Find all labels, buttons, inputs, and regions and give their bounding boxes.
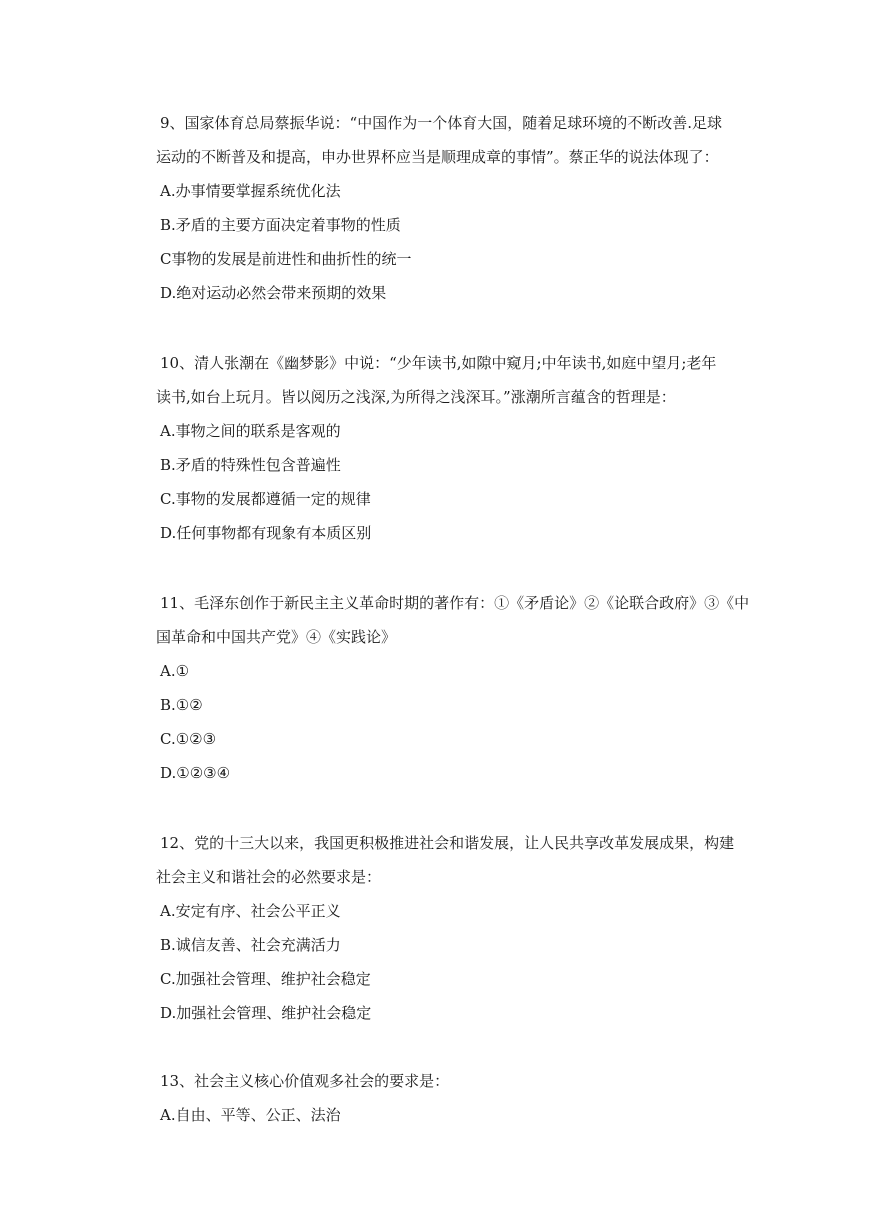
- question-stem: [156, 586, 750, 654]
- question-stem: [156, 826, 740, 894]
- stem-line-1: 13、社会主义核心价值观多社会的要求是：: [160, 1072, 450, 1090]
- stem-line-2: 运动的不断普及和提高，申办世界杯应当是顺理成章的事情”。蔡正华的说法体现了：: [156, 148, 719, 166]
- stem-line-2: 社会主义和谐社会的必然要求是：: [156, 868, 382, 886]
- question-stem: [160, 1064, 740, 1098]
- question-13: [160, 1064, 740, 1132]
- option-d: D.①②③④: [160, 764, 231, 782]
- option-c: C.①②③: [160, 730, 217, 748]
- option-c: C.加强社会管理、维护社会稳定: [160, 970, 371, 988]
- option-b: B.①②: [160, 696, 203, 714]
- option-b: B.矛盾的特殊性包含普遍性: [160, 456, 341, 474]
- option-c: C事物的发展是前进性和曲折性的统一: [160, 250, 412, 268]
- option-a: A.办事情要掌握系统优化法: [160, 182, 341, 200]
- stem-line-1: 11、毛泽东创作于新民主主义革命时期的著作有：①《矛盾论》②《论联合政府》③《中: [160, 594, 750, 612]
- stem-line-1: 10、清人张潮在《幽梦影》中说：“少年读书,如隙中窥月;中年读书,如庭中望月;老年: [160, 354, 717, 372]
- question-stem: [156, 346, 740, 414]
- question-stem: [156, 106, 740, 174]
- stem-line-1: 9、国家体育总局蔡振华说：“中国作为一个体育大国，随着足球环境的不断改善.足球: [160, 114, 722, 132]
- question-9: [156, 106, 740, 310]
- option-d: D.加强社会管理、维护社会稳定: [160, 1004, 372, 1022]
- option-a: A.自由、平等、公正、法治: [160, 1106, 341, 1124]
- stem-line-2: 国革命和中国共产党》④《实践论》: [156, 628, 397, 646]
- option-b: B.诚信友善、社会充满活力: [160, 936, 341, 954]
- option-c: C.事物的发展都遵循一定的规律: [160, 490, 371, 508]
- option-d: D.绝对运动必然会带来预期的效果: [160, 284, 387, 302]
- option-a: A.安定有序、社会公平正义: [160, 902, 341, 920]
- stem-line-2: 读书,如台上玩月。皆以阅历之浅深,为所得之浅深耳。”涨潮所言蕴含的哲理是：: [156, 388, 676, 406]
- option-a: A.事物之间的联系是客观的: [160, 422, 341, 440]
- option-d: D.任何事物都有现象有本质区别: [160, 524, 372, 542]
- stem-line-1: 12、党的十三大以来，我国更积极推进社会和谐发展，让人民共享改革发展成果，构建: [160, 834, 735, 852]
- question-10: [156, 346, 740, 550]
- option-b: B.矛盾的主要方面决定着事物的性质: [160, 216, 401, 234]
- question-12: [156, 826, 740, 1030]
- option-a: A.①: [160, 662, 190, 680]
- question-11: [156, 586, 750, 790]
